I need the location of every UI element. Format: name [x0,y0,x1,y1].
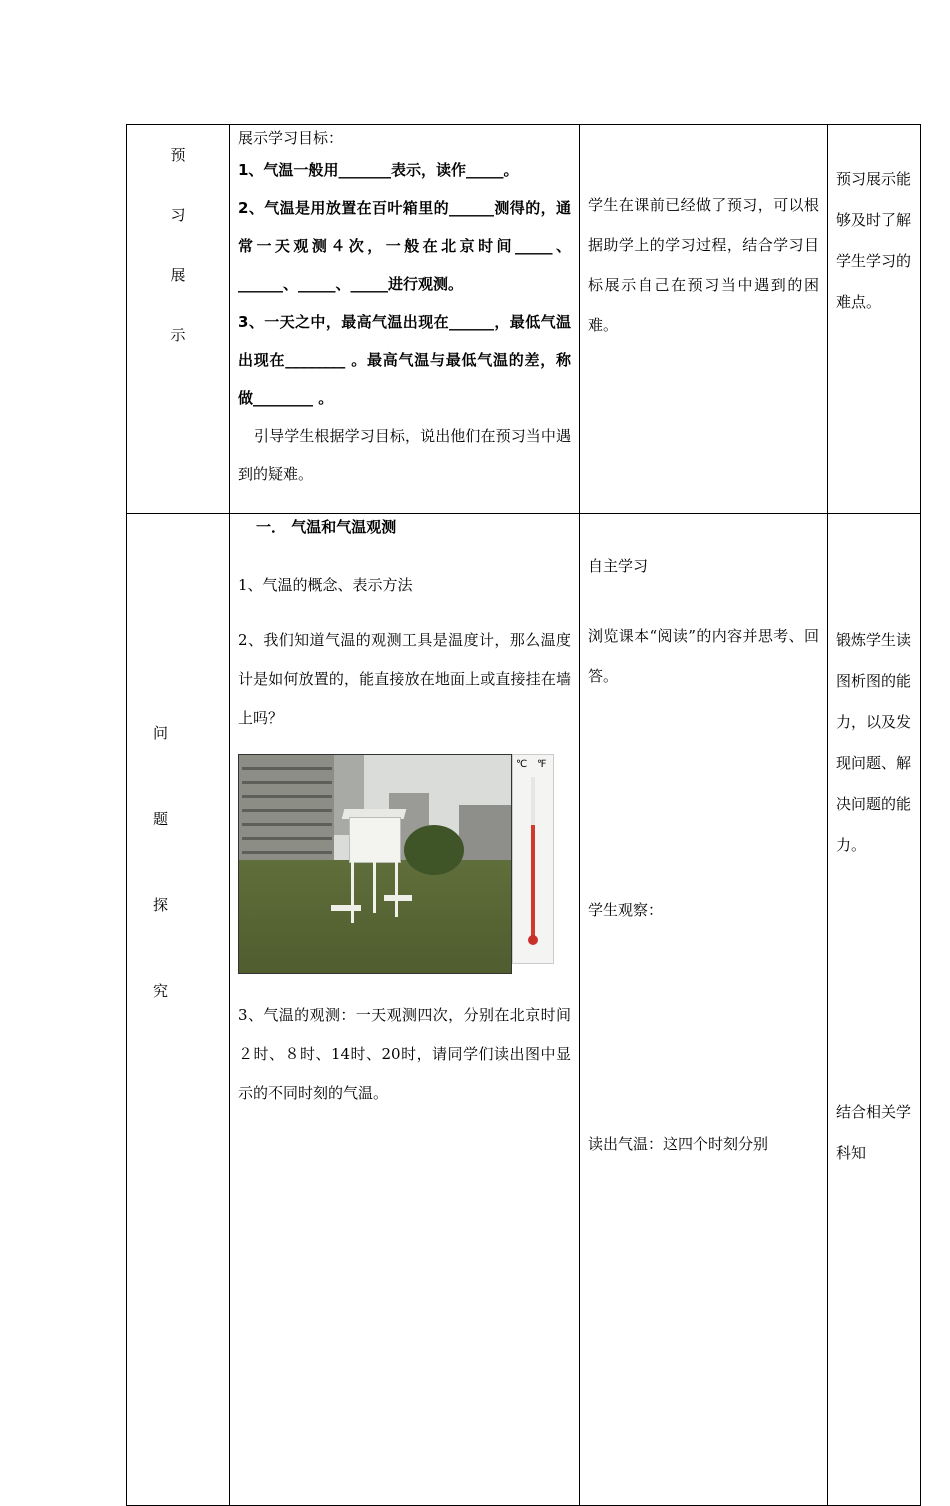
label-char: 题 [153,810,169,828]
section-title: 一． 气温和气温观测 [256,518,397,536]
goal-line-3: 3、一天之中，最高气温出现在______，最低气温出现在________ 。最高气温与最低气温的差，称做________ 。 [238,313,571,407]
item-3: 3、气温的观测：一天观测四次，分别在北京时间２时、８时、14时、20时，请同学们读出图中显示的不同时刻的气温。 [238,1006,571,1102]
observe-text: 学生观察： [588,901,664,919]
self-study-text: 自主学习 [588,557,649,575]
label-char: 展 [170,266,186,284]
student-activity-text: 学生在课前已经做了预习，可以根据助学上的学习过程，结合学习目标展示自己在预习当中遇到的困难。 [588,196,819,334]
label-char: 习 [170,206,186,224]
label-char: 预 [170,146,186,164]
intent-part-2: 结合相关学科知 [836,1103,912,1162]
lesson-plan-table [126,124,921,1506]
student-activity-preview [580,125,828,514]
read-temp-text: 读出气温：这四个时刻分别 [588,1135,769,1153]
item-2: 2、我们知道气温的观测工具是温度计，那么温度计是如何放置的，能直接放在地面上或直接挂在墙上吗？ [238,631,571,727]
table-row-inquiry [127,514,921,1506]
thermometer-photo [512,754,554,964]
celsius-label: ℃ [516,759,528,770]
goal-line-1: 1、气温一般用_______表示，读作_____。 [238,161,519,179]
guide-text: 引导学生根据学习目标，说出他们在预习当中遇到的疑难。 [238,427,571,483]
intent-part-1: 锻炼学生读图析图的能力，以及发现问题、解决问题的能力。 [836,631,912,854]
goal-line-2: 2、气温是用放置在百叶箱里的______测得的，通常一天观测４次，一般在北京时间_____、______、_____、_____进行观测。 [238,199,571,293]
shelter-photo [238,754,512,974]
teaching-content-preview [230,125,580,514]
label-char: 探 [153,896,169,914]
label-char: 示 [170,326,186,344]
row-label-inquiry [127,514,230,1506]
content-heading: 展示学习目标： [238,129,344,147]
figure [238,754,579,976]
label-char: 究 [153,982,169,1000]
design-intent-preview [828,125,921,514]
row-label-preview [127,125,230,514]
design-intent-text: 预习展示能够及时了解学生学习的难点。 [836,170,912,311]
browse-text: 浏览课本“阅读”的内容并思考、回答。 [588,627,819,685]
fahrenheit-label: ℉ [537,759,547,770]
teaching-content-inquiry [230,514,580,1506]
student-activity-inquiry [580,514,828,1506]
label-char: 问 [153,724,169,742]
table-row-preview [127,125,921,514]
design-intent-inquiry [828,514,921,1506]
item-1: 1、气温的概念、表示方法 [238,576,413,594]
